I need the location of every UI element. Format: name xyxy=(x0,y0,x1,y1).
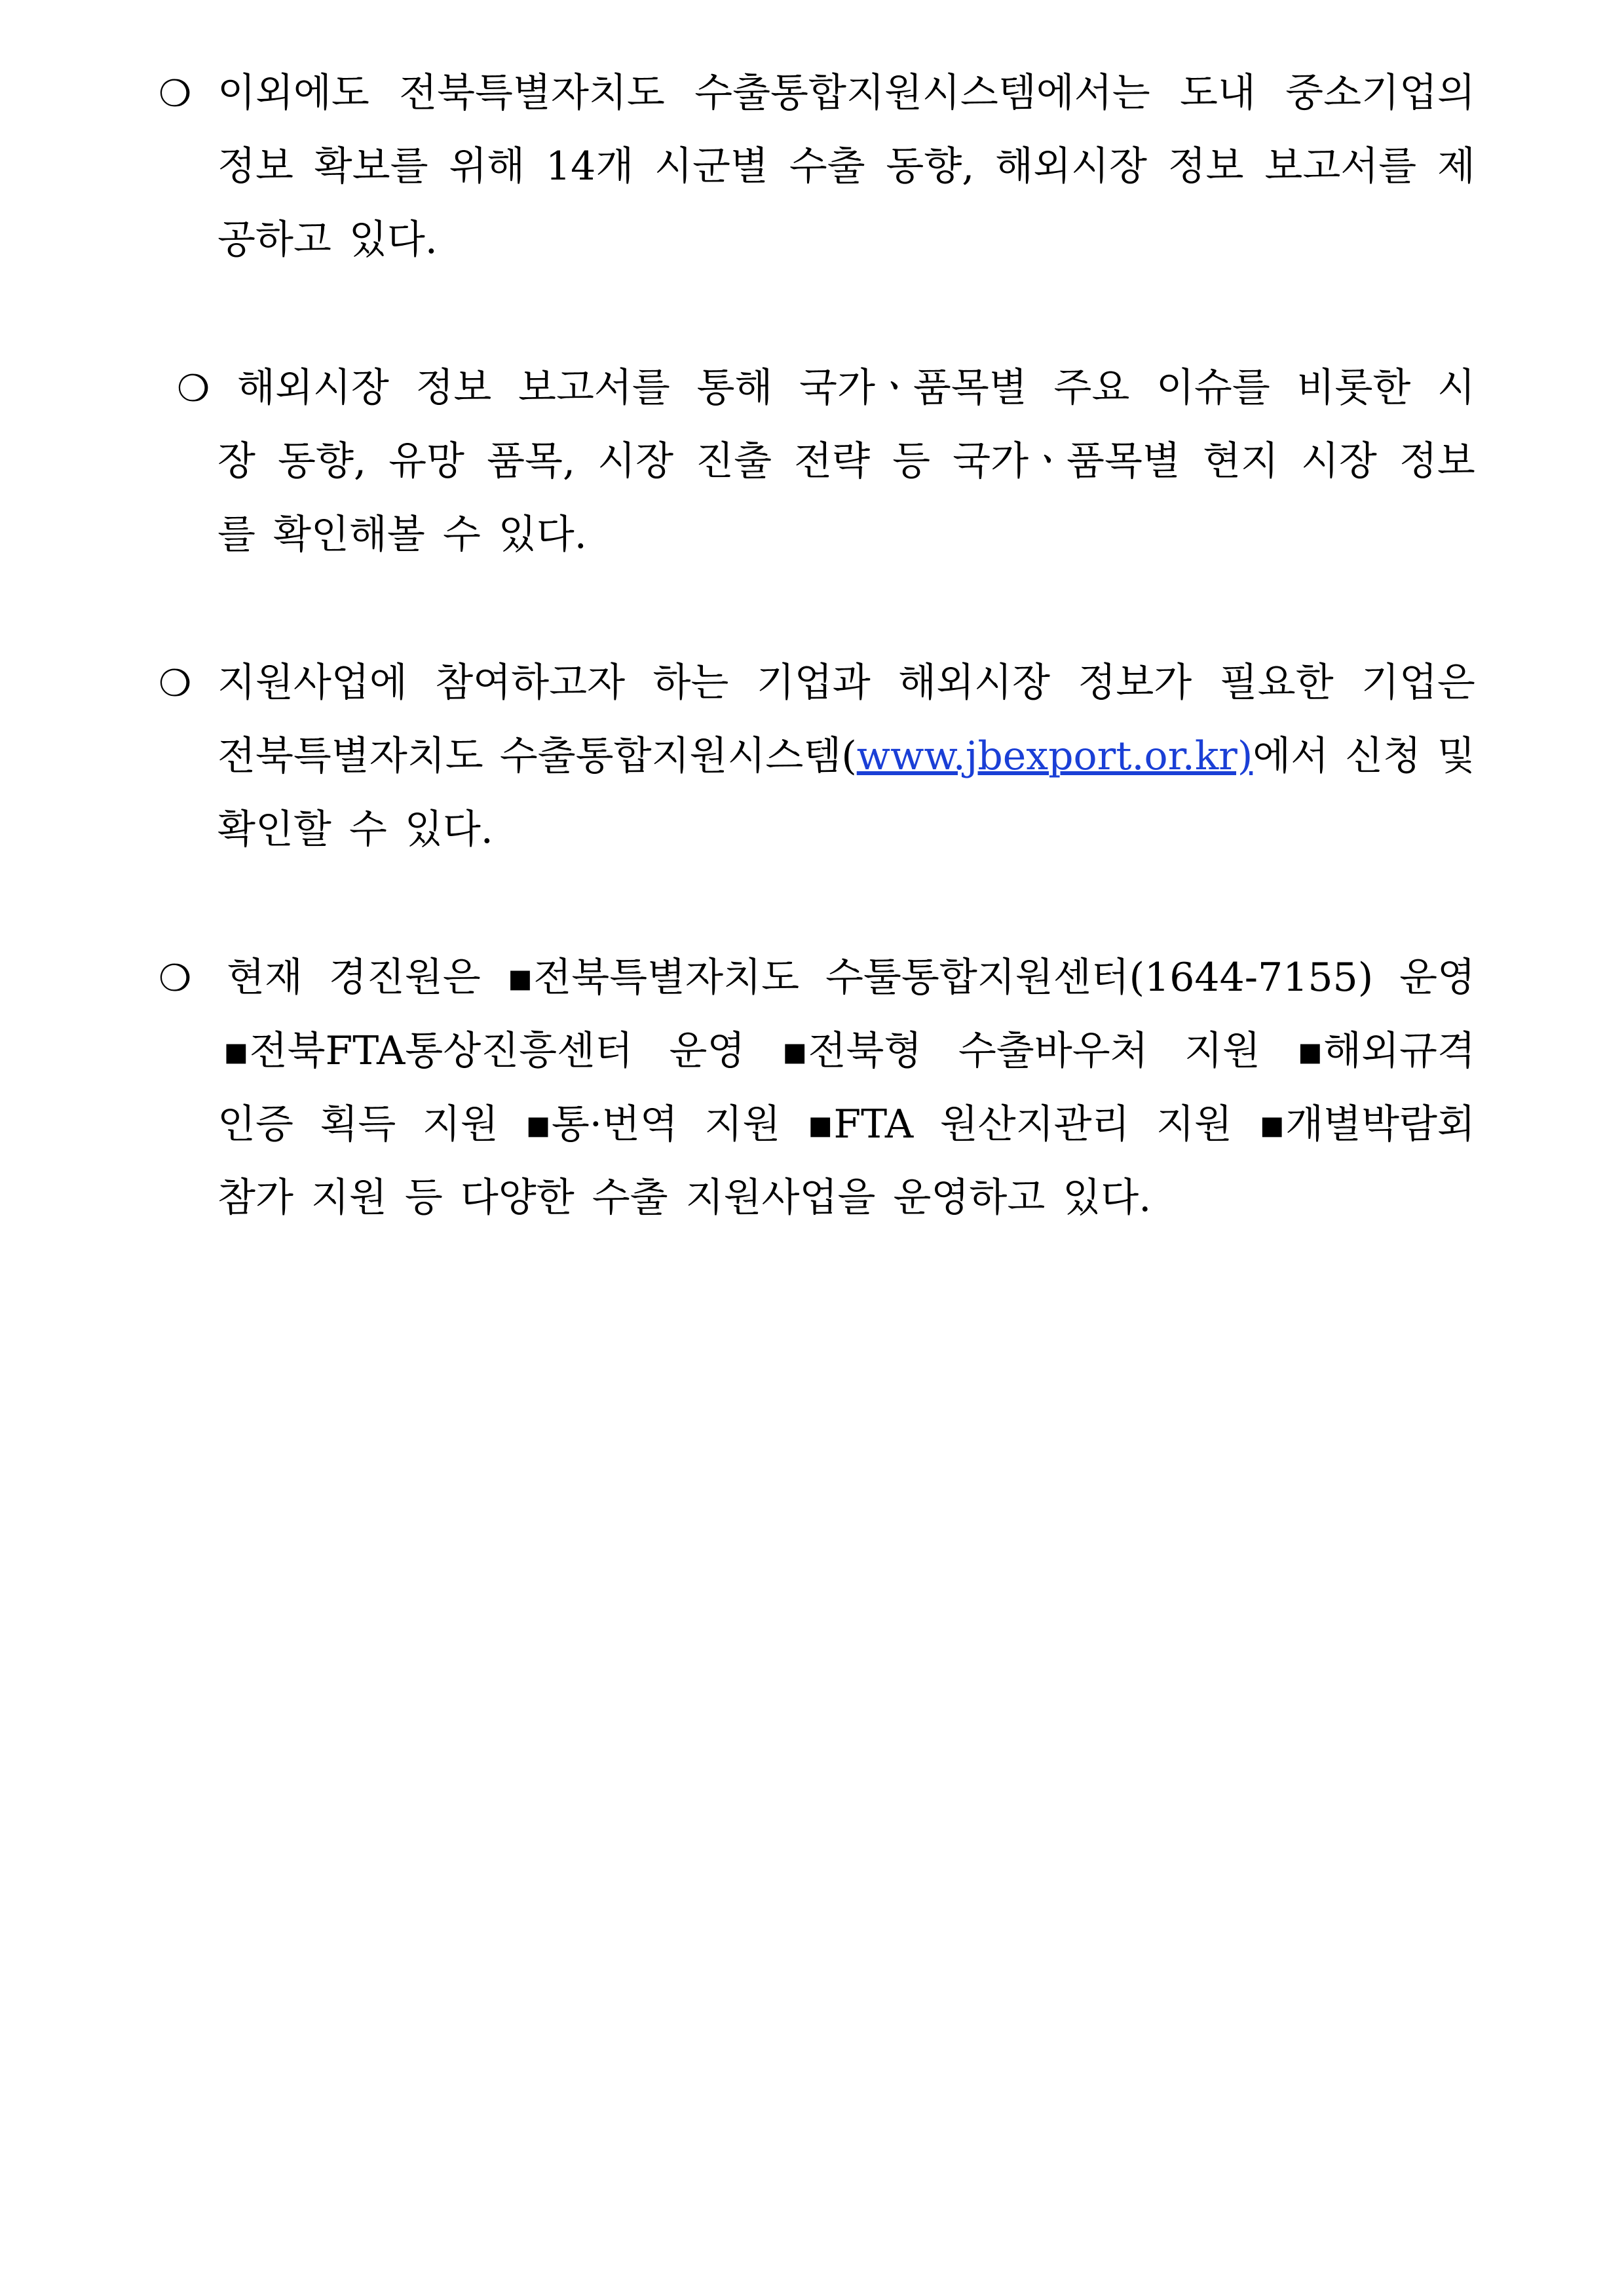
word: 운영 xyxy=(669,1028,746,1074)
word: 운영하고 xyxy=(893,1175,1046,1221)
word: 필요한 xyxy=(1219,660,1334,706)
word: 중소기업의 xyxy=(1285,70,1475,116)
word: 이외에도 xyxy=(217,70,369,116)
word: 품목, xyxy=(487,438,576,484)
word: 장 xyxy=(217,438,255,484)
word: 지원사업에 xyxy=(217,660,407,706)
word: 있다. xyxy=(1063,1175,1152,1221)
word: 지원 xyxy=(704,1101,781,1147)
word: 주요 xyxy=(1053,365,1130,411)
link-segment: 수출통합지원시스템(www.jbexport.or.kr)에서 xyxy=(499,733,1329,779)
text-line xyxy=(217,438,1475,484)
word: 비롯한 xyxy=(1296,365,1411,411)
word: 시장 xyxy=(597,438,674,484)
word: 수 xyxy=(349,807,387,852)
word: ▪전북특별자치도 xyxy=(506,955,800,1001)
word: 14개 xyxy=(545,144,634,189)
text-line xyxy=(217,144,1475,189)
word: 해외시장 xyxy=(898,660,1050,706)
word: ▪통·번역 xyxy=(525,1101,678,1147)
word: 등 xyxy=(404,1175,443,1221)
word: 국가ㆍ품목별 xyxy=(799,365,1027,411)
word: 획득 xyxy=(320,1101,396,1147)
text-line xyxy=(217,660,1475,706)
word: 전북특별자치도 xyxy=(217,733,483,779)
word: 신청 xyxy=(1345,733,1422,779)
word: 등 xyxy=(892,438,931,484)
word: 진출 xyxy=(696,438,772,484)
word: 보고서를 xyxy=(1264,144,1417,189)
word: 다양한 xyxy=(460,1175,575,1221)
word: 지원사업을 xyxy=(685,1175,876,1221)
word: 지원 xyxy=(311,1175,387,1221)
word: 수출바우처 xyxy=(958,1028,1148,1074)
word: 국가ㆍ품목별 xyxy=(953,438,1180,484)
word: ▪개별박람회 xyxy=(1258,1101,1475,1147)
text-line-with-link xyxy=(217,733,1475,779)
word: 해외시장 xyxy=(237,365,389,411)
word: 를 xyxy=(217,512,255,558)
text-line xyxy=(217,217,1475,263)
bullet-icon: ❍ xyxy=(177,368,210,410)
text-line xyxy=(217,70,1475,116)
text-line xyxy=(237,365,1475,411)
bullet-icon: ❍ xyxy=(159,662,192,705)
text-line xyxy=(217,512,1475,558)
word: 제 xyxy=(1437,144,1475,189)
word: 수툴통합지원센터(1644-7155) xyxy=(825,955,1374,1001)
word: 확인할 xyxy=(217,807,331,852)
word: 수출 xyxy=(592,1175,668,1221)
word: 동향, xyxy=(886,144,975,189)
word: 전북특별자치도 xyxy=(399,70,665,116)
word: ▪전북FTA통상진흥센터 xyxy=(223,1028,633,1074)
word: 현재 xyxy=(227,955,303,1001)
word: ▪FTA xyxy=(806,1101,914,1147)
word: 확인해볼 xyxy=(273,512,425,558)
word: 있다. xyxy=(404,807,493,852)
word: 시군별 xyxy=(654,144,768,189)
word: 있다. xyxy=(498,512,587,558)
word: 정보 xyxy=(217,144,293,189)
word: 유망 xyxy=(388,438,465,484)
word: 시장 xyxy=(1300,438,1377,484)
word: 운영 xyxy=(1399,955,1475,1001)
word: ▪해외규격 xyxy=(1296,1028,1475,1074)
word: 현지 xyxy=(1202,438,1279,484)
word: 정보 xyxy=(1399,438,1475,484)
word: 정보가 xyxy=(1078,660,1192,706)
word: 경진원은 xyxy=(328,955,481,1001)
word: 정보 xyxy=(415,365,492,411)
word: 통해 xyxy=(696,365,773,411)
word: 동향, xyxy=(278,438,367,484)
word: 참가 xyxy=(217,1175,293,1221)
text-line xyxy=(223,1028,1475,1074)
word: 위해 xyxy=(449,144,525,189)
word: ▪전북형 xyxy=(781,1028,922,1074)
word: 이슈를 xyxy=(1156,365,1270,411)
website-link[interactable]: www.jbexport.or.kr) xyxy=(856,733,1253,779)
word: 시 xyxy=(1437,365,1475,411)
word: 지원 xyxy=(1184,1028,1260,1074)
word: 공하고 xyxy=(217,217,331,263)
word: 전략 xyxy=(794,438,871,484)
word: 및 xyxy=(1437,733,1475,779)
word: 지원 xyxy=(422,1101,499,1147)
text-line xyxy=(227,955,1475,1001)
word: 도내 xyxy=(1179,70,1256,116)
word: 참여하고자 xyxy=(435,660,626,706)
word: 보고서를 xyxy=(518,365,670,411)
bullet-icon: ❍ xyxy=(159,73,192,115)
word: 기업은 xyxy=(1361,660,1475,706)
word: 인증 xyxy=(217,1101,293,1147)
text-line xyxy=(217,1175,1475,1221)
word: 해외시장 xyxy=(995,144,1147,189)
word: 하는 xyxy=(652,660,729,706)
word: 확보를 xyxy=(314,144,428,189)
word: 기업과 xyxy=(756,660,871,706)
word: 정보 xyxy=(1167,144,1244,189)
word: 수출 xyxy=(789,144,865,189)
text-line xyxy=(217,807,1475,852)
bullet-icon: ❍ xyxy=(159,957,192,1000)
text-line xyxy=(217,1101,1475,1147)
word: 원산지관리 xyxy=(939,1101,1130,1147)
word: 수출통합지원시스템에서는 xyxy=(694,70,1150,116)
word: 있다. xyxy=(349,217,438,263)
word: 수 xyxy=(442,512,481,558)
word: 지원 xyxy=(1156,1101,1232,1147)
